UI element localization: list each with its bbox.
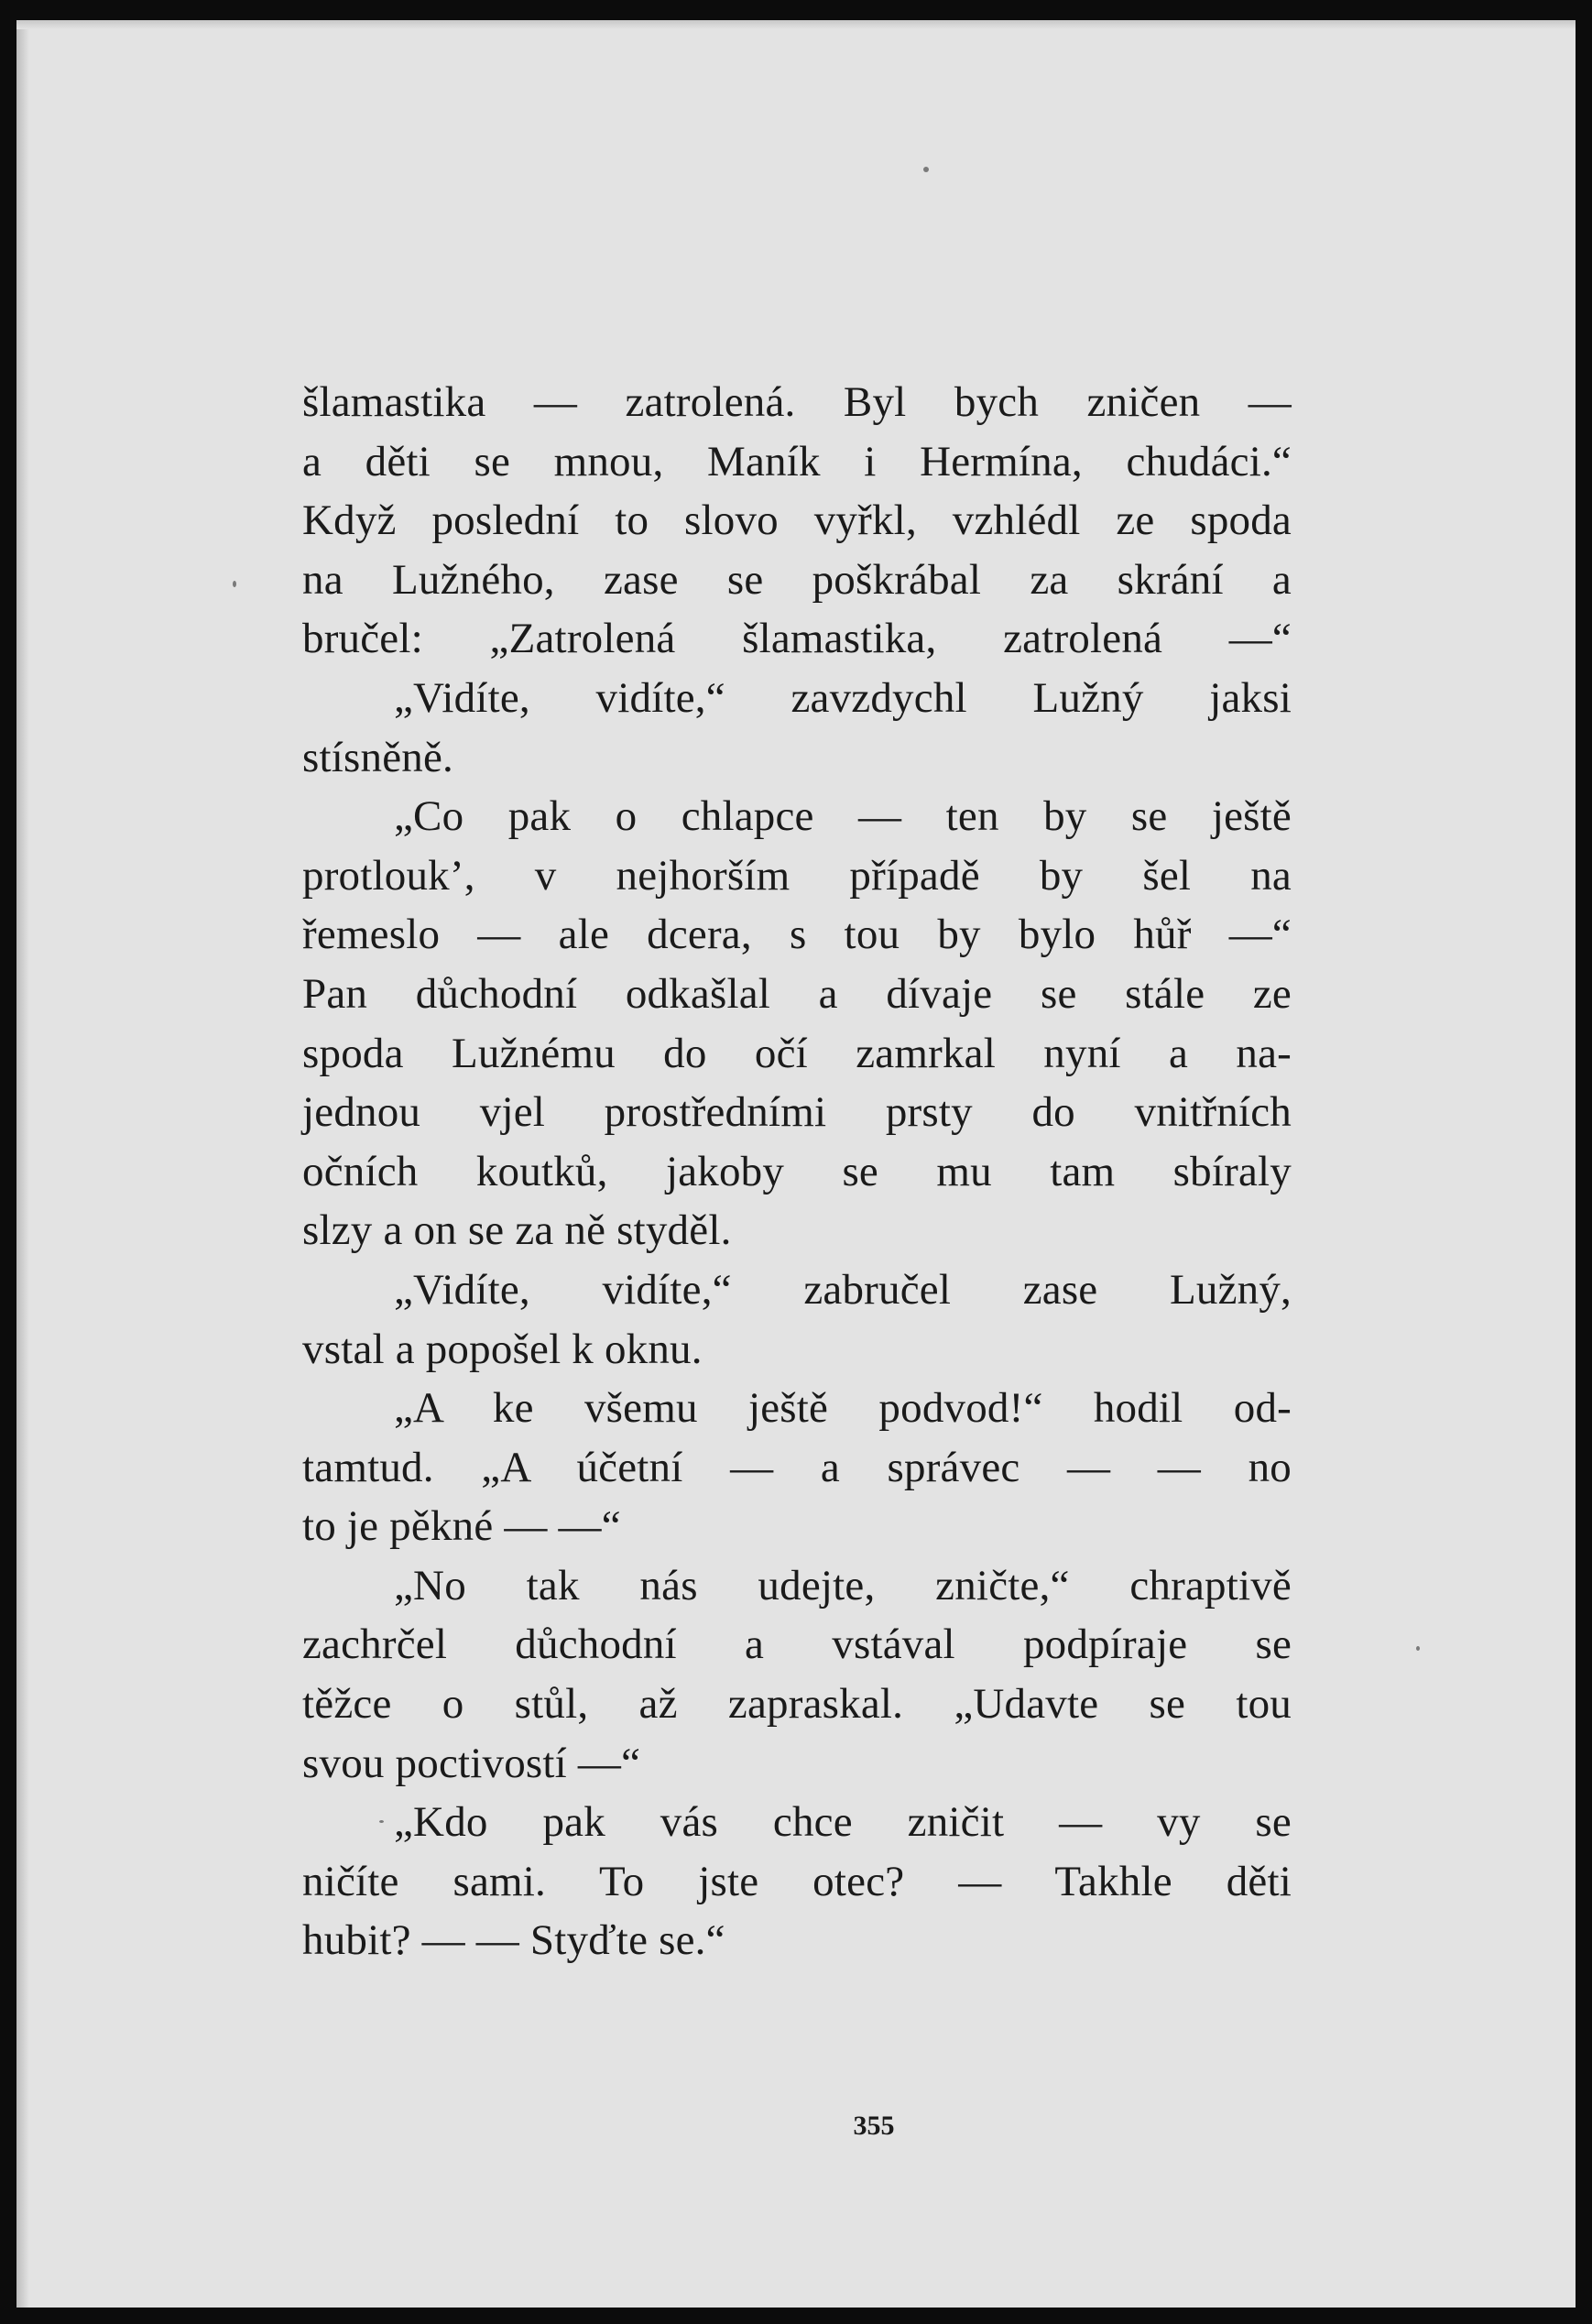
text-line: stísněně.	[302, 733, 453, 781]
paper-speck	[923, 167, 929, 172]
text-line: „No tak nás udejte, zničte,“ chraptivě	[394, 1561, 1292, 1609]
text-line: „Co pak o chlapce — ten by se ještě	[394, 792, 1292, 841]
text-line: na Lužného, zase se poškrábal za skrání a	[302, 555, 1292, 604]
text-line: „A ke všemu ještě podvod!“ hodil od-	[394, 1384, 1292, 1433]
text-line: ničíte sami. To jste otec? — Takhle děti	[302, 1857, 1292, 1905]
text-line: řemeslo — ale dcera, s tou by bylo hůř —“	[302, 911, 1292, 959]
text-line: hubit? — — Styďte se.“	[302, 1916, 725, 1965]
text-line: a děti se mnou, Maník i Hermína, chudáci.“	[302, 437, 1292, 486]
text-line: svou poctivostí —“	[302, 1739, 641, 1787]
text-line: Pan důchodní odkašlal a dívaje se stále ze	[302, 969, 1292, 1018]
text-line: jednou vjel prostředními prsty do vnitřních	[302, 1088, 1292, 1137]
text-line: zachrčel důchodní a vstával podpíraje se	[302, 1620, 1292, 1669]
text-line: slzy a on se za ně styděl.	[302, 1206, 732, 1255]
text-line: vstal a popošel k oknu.	[302, 1325, 703, 1373]
text-line: šlamastika — zatrolená. Byl bych zničen —	[302, 378, 1292, 426]
book-page	[16, 20, 1576, 2308]
page-top-edge-shadow	[16, 20, 1576, 29]
text-line: tamtud. „A účetní — a správec — — no	[302, 1443, 1292, 1491]
body-text	[302, 373, 1292, 1970]
paper-speck	[233, 581, 236, 587]
text-line: „Vidíte, vidíte,“ zabručel zase Lužný,	[394, 1265, 1292, 1314]
page-number: 355	[853, 2111, 895, 2141]
text-line: Když poslední to slovo vyřkl, vzhlédl ze spoda	[302, 496, 1292, 545]
text-line: bručel: „Zatrolená šlamastika, zatrolená —“	[302, 615, 1292, 663]
page-left-edge-shadow	[16, 20, 29, 2308]
paper-speck	[1416, 1646, 1420, 1651]
text-line: těžce o stůl, až zapraskal. „Udavte se tou	[302, 1680, 1292, 1729]
text-line: očních koutků, jakoby se mu tam sbíraly	[302, 1147, 1292, 1195]
text-line: „Kdo pak vás chce zničit — vy se	[394, 1798, 1292, 1847]
text-line: to je pěkné — —“	[302, 1502, 621, 1551]
text-line: spoda Lužnému do očí zamrkal nyní a na-	[302, 1029, 1292, 1077]
text-line: „Vidíte, vidíte,“ zavzdychl Lužný jaksi	[394, 673, 1292, 722]
text-line: protlouk’, v nejhorším případě by šel na	[302, 851, 1292, 900]
